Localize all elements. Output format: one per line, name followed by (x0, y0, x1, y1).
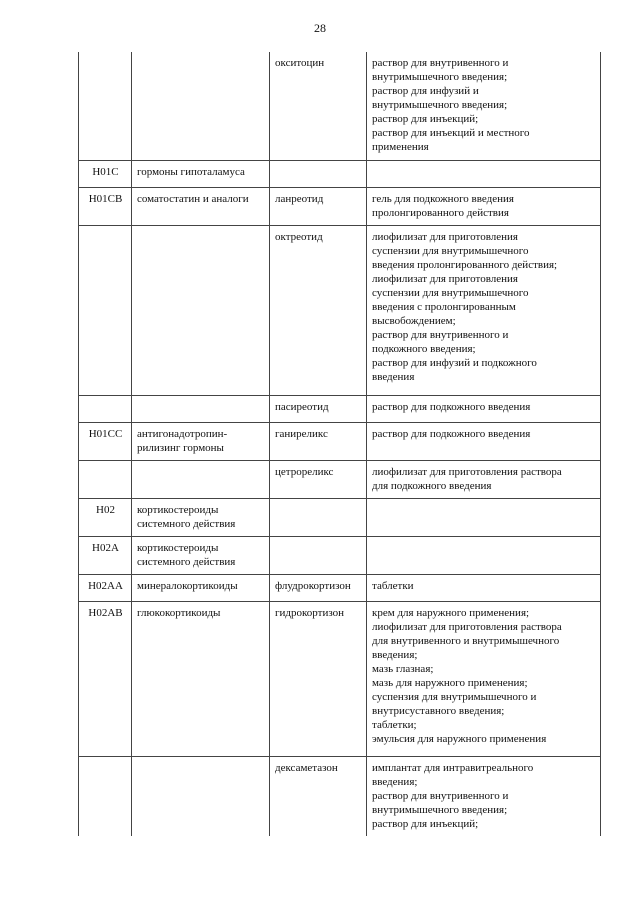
cell-line: раствор для подкожного введения (372, 427, 531, 440)
cell-line: раствор для инъекций; (372, 817, 479, 830)
atc-code-cell: H02AB (79, 601, 132, 756)
table-row (79, 498, 601, 536)
dosage-forms-cell (367, 160, 601, 187)
cell-line: гормоны гипоталамуса (137, 165, 245, 178)
cell-line: антигонадотропин- (137, 427, 228, 440)
cell-line: суспензия для внутримышечного и (372, 690, 537, 703)
group-cell (132, 498, 270, 536)
group-cell (132, 460, 270, 498)
cell-line: лиофилизат для приготовления раствора (372, 465, 562, 478)
cell-line: внутримышечного введения; (372, 99, 508, 111)
cell-line: таблетки; (372, 718, 417, 731)
dosage-forms-cell (367, 601, 601, 756)
cell-line: раствор для подкожного введения (372, 400, 531, 413)
dosage-forms-cell (367, 52, 601, 160)
dosage-forms-cell (367, 395, 601, 422)
cell-line: системного действия (137, 555, 236, 568)
group-cell (132, 225, 270, 395)
group-cell (132, 187, 270, 225)
cell-line: для подкожного введения (372, 479, 492, 492)
cell-line: соматостатин и аналоги (137, 192, 249, 205)
drug-name-cell (270, 160, 367, 187)
drug-name-cell (270, 574, 367, 601)
dosage-forms-cell (367, 225, 601, 395)
atc-code-cell: H01CC (79, 422, 132, 460)
cell-line: внутримышечного введения; (372, 71, 508, 83)
cell-line: ганиреликс (275, 427, 328, 440)
atc-code-cell: H02AA (79, 574, 132, 601)
page-number: 28 (314, 21, 326, 35)
group-cell (132, 160, 270, 187)
table-row (79, 225, 601, 395)
table-row (79, 160, 601, 187)
drug-name-cell (270, 395, 367, 422)
cell-line: рилизинг гормоны (137, 441, 224, 454)
table-row (79, 395, 601, 422)
atc-code-cell (79, 756, 132, 836)
table-row (79, 52, 601, 160)
table-row (79, 601, 601, 756)
atc-code-cell: H01C (79, 160, 132, 187)
table-row (79, 187, 601, 225)
cell-line: раствор для внутривенного и (372, 328, 509, 341)
drug-name-cell (270, 52, 367, 160)
cell-line: раствор для инфузий и подкожного (372, 356, 537, 369)
cell-line: мазь глазная; (372, 662, 434, 675)
cell-line: ланреотид (275, 192, 324, 205)
cell-line: пролонгированного действия (372, 206, 509, 219)
cell-line: лиофилизат для приготовления (372, 272, 518, 285)
cell-line: эмульсия для наружного применения (372, 732, 547, 745)
group-cell (132, 422, 270, 460)
drug-name-cell (270, 187, 367, 225)
table-row (79, 536, 601, 574)
cell-line: лиофилизат для приготовления (372, 230, 518, 243)
cell-line: флудрокортизон (275, 579, 351, 592)
group-cell (132, 536, 270, 574)
drug-name-cell (270, 756, 367, 836)
cell-line: раствор для инъекций и местного (372, 127, 530, 139)
cell-line: раствор для инъекций; (372, 113, 479, 125)
drug-name-cell (270, 601, 367, 756)
cell-line: подкожного введения; (372, 342, 476, 355)
dosage-forms-cell (367, 460, 601, 498)
cell-line: введения; (372, 648, 418, 661)
cell-line: введения (372, 370, 415, 383)
drug-table (78, 52, 601, 836)
cell-line: раствор для инфузий и (372, 85, 479, 97)
group-cell (132, 756, 270, 836)
cell-line: высвобождением; (372, 314, 456, 327)
atc-code-cell: H01CB (79, 187, 132, 225)
dosage-forms-cell (367, 422, 601, 460)
cell-line: минералокортикоиды (137, 579, 238, 592)
cell-line: суспензии для внутримышечного (372, 244, 529, 257)
cell-line: октреотид (275, 230, 323, 243)
drug-name-cell (270, 422, 367, 460)
cell-line: лиофилизат для приготовления раствора (372, 620, 562, 633)
cell-line: таблетки (372, 579, 414, 592)
cell-line: внутрисуставного введения; (372, 704, 505, 717)
dosage-forms-cell (367, 536, 601, 574)
drug-name-cell (270, 536, 367, 574)
atc-code-cell (79, 460, 132, 498)
table-row (79, 422, 601, 460)
cell-line: введения пролонгированного действия; (372, 258, 558, 271)
cell-line: применения (372, 141, 429, 153)
dosage-forms-cell (367, 498, 601, 536)
cell-line: пасиреотид (275, 400, 329, 413)
cell-line: имплантат для интравитреального (372, 761, 534, 774)
group-cell (132, 52, 270, 160)
cell-line: раствор для внутривенного и (372, 789, 509, 802)
cell-line: кортикостероиды (137, 503, 219, 516)
cell-line: для внутривенного и внутримышечного (372, 634, 560, 647)
cell-line: суспензии для внутримышечного (372, 286, 529, 299)
cell-line: глюкокортикоиды (137, 606, 221, 619)
cell-line: внутримышечного введения; (372, 803, 508, 816)
atc-code-cell: H02A (79, 536, 132, 574)
drug-name-cell (270, 460, 367, 498)
cell-line: системного действия (137, 517, 236, 530)
cell-line: гель для подкожного введения (372, 192, 514, 205)
drug-name-cell (270, 225, 367, 395)
cell-line: цетрореликс (275, 465, 334, 478)
table-row (79, 756, 601, 836)
table-body (79, 52, 601, 836)
cell-line: дексаметазон (275, 761, 338, 774)
group-cell (132, 574, 270, 601)
cell-line: раствор для внутривенного и (372, 57, 509, 69)
cell-line: окситоцин (275, 57, 325, 69)
table-row (79, 460, 601, 498)
atc-code-cell (79, 52, 132, 160)
cell-line: введения с пролонгированным (372, 300, 516, 313)
atc-code-cell (79, 395, 132, 422)
cell-line: крем для наружного применения; (372, 606, 530, 619)
dosage-forms-cell (367, 574, 601, 601)
table-row (79, 574, 601, 601)
cell-line: мазь для наружного применения; (372, 676, 528, 689)
drug-name-cell (270, 498, 367, 536)
cell-line: гидрокортизон (275, 606, 344, 619)
atc-code-cell: H02 (79, 498, 132, 536)
group-cell (132, 601, 270, 756)
dosage-forms-cell (367, 187, 601, 225)
cell-line: кортикостероиды (137, 541, 219, 554)
group-cell (132, 395, 270, 422)
atc-code-cell (79, 225, 132, 395)
dosage-forms-cell (367, 756, 601, 836)
cell-line: введения; (372, 775, 418, 788)
